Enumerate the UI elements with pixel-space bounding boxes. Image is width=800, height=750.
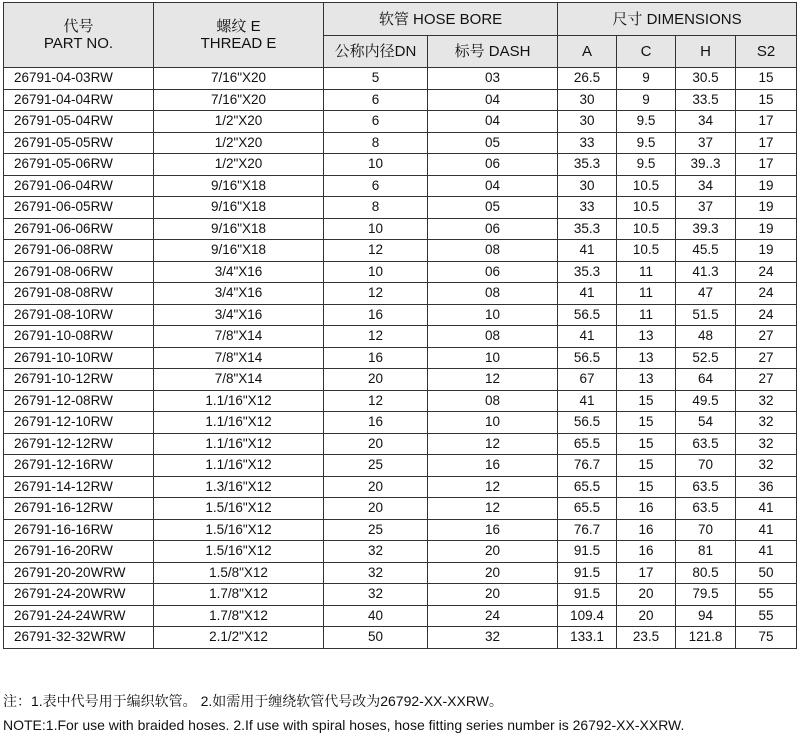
a-cell: 67	[558, 369, 617, 391]
specification-sheet	[3, 2, 796, 649]
dn-cell: 6	[324, 111, 428, 133]
s2-cell: 17	[736, 132, 797, 154]
dash-cell: 12	[428, 433, 558, 455]
thread-cell: 1/2"X20	[154, 111, 324, 133]
thread-cell: 7/16"X20	[154, 89, 324, 111]
thread-cell: 1.1/16"X12	[154, 412, 324, 434]
dn-cell: 12	[324, 390, 428, 412]
s2-cell: 15	[736, 68, 797, 90]
c-cell: 9.5	[617, 132, 676, 154]
part-no-cell: 26791-04-03RW	[4, 68, 154, 90]
a-cell: 56.5	[558, 412, 617, 434]
table-row	[4, 476, 797, 498]
dn-cell: 16	[324, 412, 428, 434]
thread-cell: 3/4"X16	[154, 261, 324, 283]
part-no-cell: 26791-12-10RW	[4, 412, 154, 434]
c-cell: 9	[617, 89, 676, 111]
col-header-part-no	[4, 3, 154, 68]
h-cell: 64	[676, 369, 736, 391]
s2-cell: 17	[736, 154, 797, 176]
dash-cell: 06	[428, 154, 558, 176]
h-cell: 81	[676, 541, 736, 563]
dn-cell: 32	[324, 584, 428, 606]
s2-cell: 27	[736, 326, 797, 348]
dn-cell: 6	[324, 89, 428, 111]
c-cell: 9.5	[617, 111, 676, 133]
s2-cell: 55	[736, 584, 797, 606]
dash-cell: 08	[428, 326, 558, 348]
thread-cell: 9/16"X18	[154, 197, 324, 219]
col-header-s2: S2	[736, 36, 797, 68]
h-cell: 39.3	[676, 218, 736, 240]
col-header-thread	[154, 3, 324, 68]
c-cell: 16	[617, 519, 676, 541]
col-header-dn: 公称内径DN	[324, 36, 428, 68]
dash-cell: 03	[428, 68, 558, 90]
table-row	[4, 627, 797, 649]
a-cell: 33	[558, 132, 617, 154]
dn-cell: 20	[324, 498, 428, 520]
dash-cell: 10	[428, 412, 558, 434]
a-cell: 33	[558, 197, 617, 219]
h-cell: 70	[676, 519, 736, 541]
a-cell: 56.5	[558, 304, 617, 326]
h-cell: 37	[676, 197, 736, 219]
s2-cell: 75	[736, 627, 797, 649]
h-cell: 121.8	[676, 627, 736, 649]
c-cell: 10.5	[617, 175, 676, 197]
s2-cell: 32	[736, 455, 797, 477]
dn-cell: 10	[324, 261, 428, 283]
a-cell: 65.5	[558, 433, 617, 455]
part-no-cell: 26791-08-10RW	[4, 304, 154, 326]
s2-cell: 41	[736, 541, 797, 563]
h-cell: 63.5	[676, 433, 736, 455]
thread-cell: 1/2"X20	[154, 132, 324, 154]
h-cell: 48	[676, 326, 736, 348]
col-header-dash: 标号 DASH	[428, 36, 558, 68]
s2-cell: 32	[736, 390, 797, 412]
dn-cell: 10	[324, 218, 428, 240]
s2-cell: 19	[736, 175, 797, 197]
dash-cell: 16	[428, 455, 558, 477]
dash-cell: 20	[428, 584, 558, 606]
c-cell: 10.5	[617, 240, 676, 262]
dash-cell: 12	[428, 498, 558, 520]
a-cell: 76.7	[558, 455, 617, 477]
dash-cell: 04	[428, 89, 558, 111]
dn-cell: 5	[324, 68, 428, 90]
dash-cell: 04	[428, 111, 558, 133]
c-cell: 11	[617, 304, 676, 326]
part-no-cell: 26791-10-08RW	[4, 326, 154, 348]
col-header-h: H	[676, 36, 736, 68]
s2-cell: 32	[736, 433, 797, 455]
s2-cell: 19	[736, 240, 797, 262]
table-row	[4, 455, 797, 477]
dash-cell: 08	[428, 390, 558, 412]
s2-cell: 24	[736, 304, 797, 326]
part-no-cell: 26791-10-10RW	[4, 347, 154, 369]
dn-cell: 16	[324, 347, 428, 369]
thread-cell: 1.1/16"X12	[154, 455, 324, 477]
c-cell: 10.5	[617, 218, 676, 240]
a-cell: 41	[558, 326, 617, 348]
s2-cell: 19	[736, 197, 797, 219]
table-row	[4, 283, 797, 305]
dash-cell: 32	[428, 627, 558, 649]
c-cell: 13	[617, 347, 676, 369]
table-row	[4, 68, 797, 90]
dash-cell: 12	[428, 369, 558, 391]
part-no-cell: 26791-16-12RW	[4, 498, 154, 520]
thread-cell: 7/8"X14	[154, 347, 324, 369]
part-no-cell: 26791-20-20WRW	[4, 562, 154, 584]
c-cell: 10.5	[617, 197, 676, 219]
a-cell: 30	[558, 175, 617, 197]
part-no-cell: 26791-05-04RW	[4, 111, 154, 133]
a-cell: 109.4	[558, 605, 617, 627]
h-cell: 63.5	[676, 498, 736, 520]
thread-cell: 1.5/16"X12	[154, 541, 324, 563]
thread-cell: 1.5/16"X12	[154, 498, 324, 520]
h-cell: 30.5	[676, 68, 736, 90]
thread-cell: 1/2"X20	[154, 154, 324, 176]
c-cell: 11	[617, 261, 676, 283]
h-cell: 70	[676, 455, 736, 477]
thread-cell: 7/16"X20	[154, 68, 324, 90]
a-cell: 35.3	[558, 261, 617, 283]
dn-cell: 20	[324, 369, 428, 391]
dn-cell: 10	[324, 154, 428, 176]
table-row	[4, 605, 797, 627]
h-cell: 52.5	[676, 347, 736, 369]
thread-cell: 3/4"X16	[154, 304, 324, 326]
part-no-cell: 26791-24-20WRW	[4, 584, 154, 606]
a-cell: 30	[558, 111, 617, 133]
h-cell: 51.5	[676, 304, 736, 326]
dn-cell: 32	[324, 562, 428, 584]
part-no-cell: 26791-24-24WRW	[4, 605, 154, 627]
a-cell: 35.3	[558, 218, 617, 240]
thread-cell: 9/16"X18	[154, 218, 324, 240]
s2-cell: 24	[736, 283, 797, 305]
c-cell: 11	[617, 283, 676, 305]
c-cell: 15	[617, 412, 676, 434]
thread-cell: 1.5/8"X12	[154, 562, 324, 584]
dn-cell: 20	[324, 433, 428, 455]
note-english: NOTE:1.For use with braided hoses. 2.If use with spiral hoses, hose fitting series number is 26792-XX-XXRW.	[3, 717, 685, 733]
h-cell: 41.3	[676, 261, 736, 283]
thread-cell: 1.1/16"X12	[154, 390, 324, 412]
thread-cell: 9/16"X18	[154, 240, 324, 262]
thread-cell: 7/8"X14	[154, 369, 324, 391]
dash-cell: 10	[428, 347, 558, 369]
s2-cell: 15	[736, 89, 797, 111]
part-no-cell: 26791-06-08RW	[4, 240, 154, 262]
part-no-en-label: PART NO.	[43, 35, 114, 52]
notes	[3, 692, 798, 740]
dash-cell: 08	[428, 283, 558, 305]
c-cell: 15	[617, 433, 676, 455]
h-cell: 63.5	[676, 476, 736, 498]
c-cell: 9	[617, 68, 676, 90]
table-row	[4, 89, 797, 111]
table-row	[4, 304, 797, 326]
s2-cell: 55	[736, 605, 797, 627]
group-header-dimensions: 尺寸 DIMENSIONS	[558, 3, 797, 36]
thread-cell: 1.5/16"X12	[154, 519, 324, 541]
dn-cell: 16	[324, 304, 428, 326]
dash-cell: 05	[428, 197, 558, 219]
dash-cell: 04	[428, 175, 558, 197]
dn-cell: 32	[324, 541, 428, 563]
note-chinese: 注：1.表中代号用于编织软管。 2.如需用于缠绕软管代号改为26792-XX-XXRW。	[3, 693, 503, 709]
s2-cell: 50	[736, 562, 797, 584]
table-row	[4, 197, 797, 219]
table-row	[4, 562, 797, 584]
s2-cell: 32	[736, 412, 797, 434]
thread-cn-label: 螺纹 E	[216, 18, 261, 35]
part-no-cell: 26791-10-12RW	[4, 369, 154, 391]
s2-cell: 27	[736, 369, 797, 391]
a-cell: 91.5	[558, 584, 617, 606]
h-cell: 47	[676, 283, 736, 305]
s2-cell: 24	[736, 261, 797, 283]
part-no-cell: 26791-12-16RW	[4, 455, 154, 477]
table-row	[4, 390, 797, 412]
dn-cell: 50	[324, 627, 428, 649]
h-cell: 34	[676, 111, 736, 133]
s2-cell: 41	[736, 519, 797, 541]
part-no-cell: 26791-04-04RW	[4, 89, 154, 111]
table-row	[4, 111, 797, 133]
dn-cell: 12	[324, 240, 428, 262]
part-no-cell: 26791-16-20RW	[4, 541, 154, 563]
c-cell: 13	[617, 326, 676, 348]
dash-cell: 20	[428, 541, 558, 563]
thread-cell: 1.7/8"X12	[154, 584, 324, 606]
h-cell: 49.5	[676, 390, 736, 412]
s2-cell: 41	[736, 498, 797, 520]
a-cell: 65.5	[558, 476, 617, 498]
table-row	[4, 433, 797, 455]
a-cell: 133.1	[558, 627, 617, 649]
table-row	[4, 519, 797, 541]
part-no-cell: 26791-12-08RW	[4, 390, 154, 412]
part-no-cell: 26791-32-32WRW	[4, 627, 154, 649]
thread-cell: 3/4"X16	[154, 283, 324, 305]
a-cell: 56.5	[558, 347, 617, 369]
dash-cell: 16	[428, 519, 558, 541]
table-row	[4, 498, 797, 520]
table-row	[4, 154, 797, 176]
a-cell: 76.7	[558, 519, 617, 541]
s2-cell: 36	[736, 476, 797, 498]
dash-cell: 10	[428, 304, 558, 326]
thread-cell: 7/8"X14	[154, 326, 324, 348]
dn-cell: 25	[324, 455, 428, 477]
table-row	[4, 326, 797, 348]
h-cell: 37	[676, 132, 736, 154]
dn-cell: 25	[324, 519, 428, 541]
part-no-cell: 26791-16-16RW	[4, 519, 154, 541]
c-cell: 9.5	[617, 154, 676, 176]
h-cell: 33.5	[676, 89, 736, 111]
table-row	[4, 240, 797, 262]
h-cell: 54	[676, 412, 736, 434]
a-cell: 30	[558, 89, 617, 111]
thread-cell: 1.3/16"X12	[154, 476, 324, 498]
a-cell: 41	[558, 283, 617, 305]
group-header-hose-bore: 软管 HOSE BORE	[324, 3, 558, 36]
part-no-cell: 26791-06-06RW	[4, 218, 154, 240]
dash-cell: 05	[428, 132, 558, 154]
thread-cell: 1.7/8"X12	[154, 605, 324, 627]
dn-cell: 12	[324, 326, 428, 348]
table-row	[4, 584, 797, 606]
part-no-cell: 26791-05-06RW	[4, 154, 154, 176]
c-cell: 16	[617, 541, 676, 563]
c-cell: 13	[617, 369, 676, 391]
dn-cell: 40	[324, 605, 428, 627]
c-cell: 17	[617, 562, 676, 584]
dash-cell: 24	[428, 605, 558, 627]
a-cell: 26.5	[558, 68, 617, 90]
fitting-spec-table	[3, 2, 797, 649]
table-row	[4, 541, 797, 563]
h-cell: 39..3	[676, 154, 736, 176]
table-row	[4, 132, 797, 154]
c-cell: 15	[617, 476, 676, 498]
table-row	[4, 175, 797, 197]
dash-cell: 06	[428, 218, 558, 240]
thread-cell: 2.1/2"X12	[154, 627, 324, 649]
s2-cell: 27	[736, 347, 797, 369]
a-cell: 91.5	[558, 562, 617, 584]
dn-cell: 12	[324, 283, 428, 305]
table-row	[4, 412, 797, 434]
part-no-cell: 26791-06-05RW	[4, 197, 154, 219]
c-cell: 16	[617, 498, 676, 520]
a-cell: 65.5	[558, 498, 617, 520]
col-header-c: C	[617, 36, 676, 68]
dash-cell: 20	[428, 562, 558, 584]
h-cell: 34	[676, 175, 736, 197]
a-cell: 41	[558, 240, 617, 262]
dn-cell: 8	[324, 197, 428, 219]
part-no-cell: 26791-12-12RW	[4, 433, 154, 455]
a-cell: 41	[558, 390, 617, 412]
part-no-cell: 26791-14-12RW	[4, 476, 154, 498]
h-cell: 45.5	[676, 240, 736, 262]
table-header	[4, 3, 797, 68]
h-cell: 94	[676, 605, 736, 627]
h-cell: 80.5	[676, 562, 736, 584]
c-cell: 15	[617, 455, 676, 477]
c-cell: 20	[617, 605, 676, 627]
thread-en-label: THREAD E	[200, 35, 277, 52]
c-cell: 15	[617, 390, 676, 412]
thread-cell: 1.1/16"X12	[154, 433, 324, 455]
dn-cell: 8	[324, 132, 428, 154]
s2-cell: 19	[736, 218, 797, 240]
col-header-a: A	[558, 36, 617, 68]
part-no-cell: 26791-08-08RW	[4, 283, 154, 305]
thread-cell: 9/16"X18	[154, 175, 324, 197]
s2-cell: 17	[736, 111, 797, 133]
part-no-cell: 26791-08-06RW	[4, 261, 154, 283]
table-row	[4, 347, 797, 369]
a-cell: 35.3	[558, 154, 617, 176]
dash-cell: 12	[428, 476, 558, 498]
dash-cell: 08	[428, 240, 558, 262]
a-cell: 91.5	[558, 541, 617, 563]
dash-cell: 06	[428, 261, 558, 283]
table-row	[4, 369, 797, 391]
table-body	[4, 68, 797, 649]
table-row	[4, 218, 797, 240]
dn-cell: 6	[324, 175, 428, 197]
table-row	[4, 261, 797, 283]
dn-cell: 20	[324, 476, 428, 498]
part-no-cell: 26791-06-04RW	[4, 175, 154, 197]
c-cell: 20	[617, 584, 676, 606]
part-no-cell: 26791-05-05RW	[4, 132, 154, 154]
c-cell: 23.5	[617, 627, 676, 649]
h-cell: 79.5	[676, 584, 736, 606]
part-no-cn-label: 代号	[63, 18, 94, 35]
